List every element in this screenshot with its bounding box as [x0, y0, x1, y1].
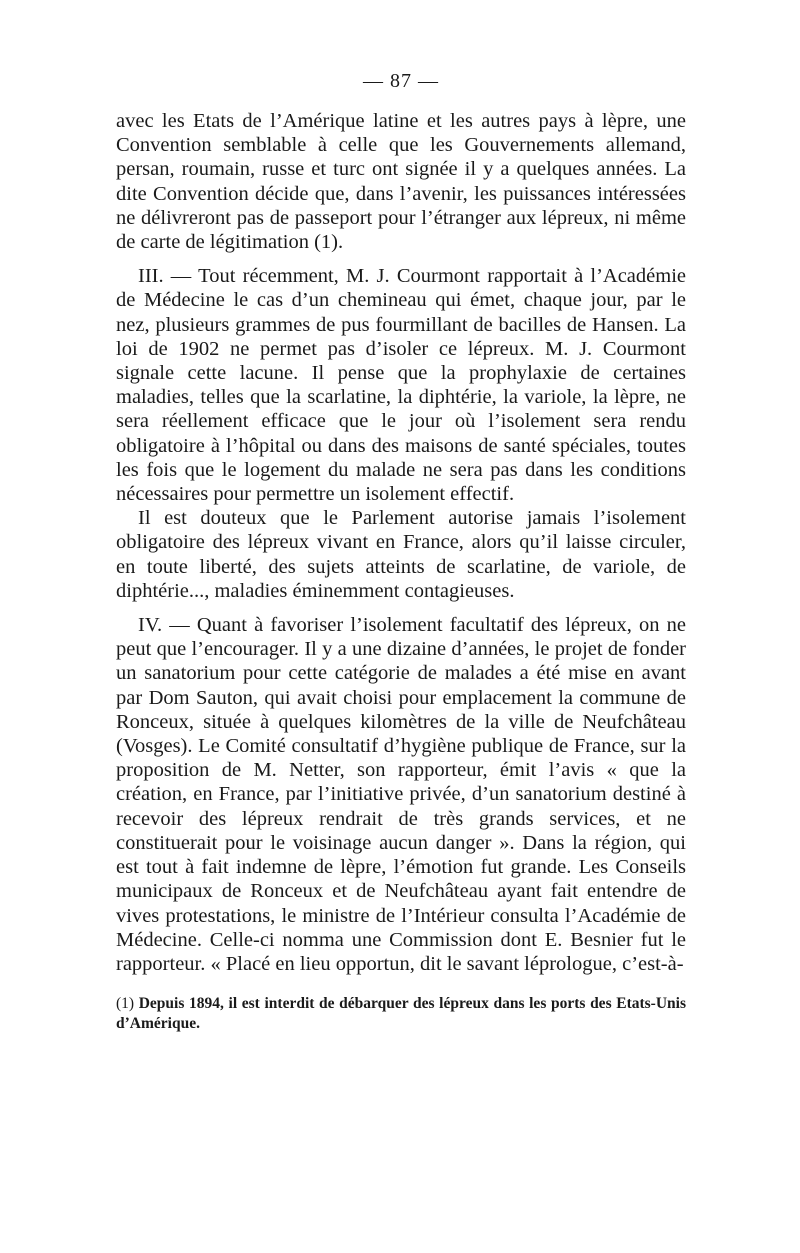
paragraph-section-iv: IV. — Quant à favoriser l’isolement facultatif des lépreux, on ne peut que l’encourager. Il y a une dizaine d’années, le projet de fonder un sanatorium pour cette catégorie de malades a été mise en avant par Dom Sauton, qui avait choisi pour emplacement la commune de Ronceux, située à quelques kilomètres de la ville de Neufchâteau (Vosges). Le Comité consultatif d’hygiène publique de France, sur la proposition de M. Netter, son rapporteur, émit l’avis « que la création, en France, par l’initiative privée, d’un sanatorium destiné à recevoir des lépreux rendrait de très grands services, et ne constituerait pour le voisinage aucun danger ». Dans la région, qui est tout à fait indemne de lèpre, l’émotion fut grande. Les Conseils municipaux de Ronceux et de Neufchâteau ayant fait entendre de vives protestations, le ministre de l’Intérieur consulta l’Académie de Médecine. Celle-ci nomma une Commission dont E. Besnier fut le rapporteur. « Placé en lieu opportun, dit le savant léprologue, c’est-à- [116, 614, 686, 975]
footnote [116, 994, 686, 1034]
paragraph-convention: avec les Etats de l’Amérique latine et les autres pays à lèpre, une Convention semblable à celle que les Gouvernements allemand, persan, roumain, russe et turc ont signée il y a quelques années. La dite Convention décide que, dans l’avenir, les puissances intéressées ne délivreront pas de passeport pour l’étranger aux lépreux, ni même de carte de légitimation (1). [116, 110, 686, 254]
paragraph-section-iii: III. — Tout récemment, M. J. Courmont rapportait à l’Académie de Médecine le cas d’un chemineau qui émet, chaque jour, par le nez, plusieurs grammes de pus fourmillant de bacilles de Hansen. La loi de 1902 ne permet pas d’isoler ce lépreux. M. J. Courmont signale cette lacune. Il pense que la prophylaxie de certaines maladies, telles que la scarlatine, la diphtérie, la variole, la lèpre, ne sera réellement efficace que le jour où l’isolement sera rendu obligatoire à l’hôpital ou dans des maisons de santé spéciales, toutes les fois que le logement du malade ne sera pas dans les conditions nécessaires pour permettre un isolement effectif. [116, 265, 686, 506]
paragraph-isolement-obligatoire: Il est douteux que le Parlement autorise jamais l’isolement obligatoire des lépreux vivant en France, alors qu’il laisse circuler, en toute liberté, des sujets atteints de scarlatine, de variole, de diphtérie..., maladies éminemment contagieuses. [116, 507, 686, 602]
book-page [116, 70, 686, 1034]
page-number: — 87 — [363, 70, 439, 92]
footnote-marker: (1) [116, 995, 135, 1013]
footnote-text: Depuis 1894, il est interdit de débarquer des lépreux dans les ports des Etats-Unis d’Amérique. [116, 995, 686, 1033]
